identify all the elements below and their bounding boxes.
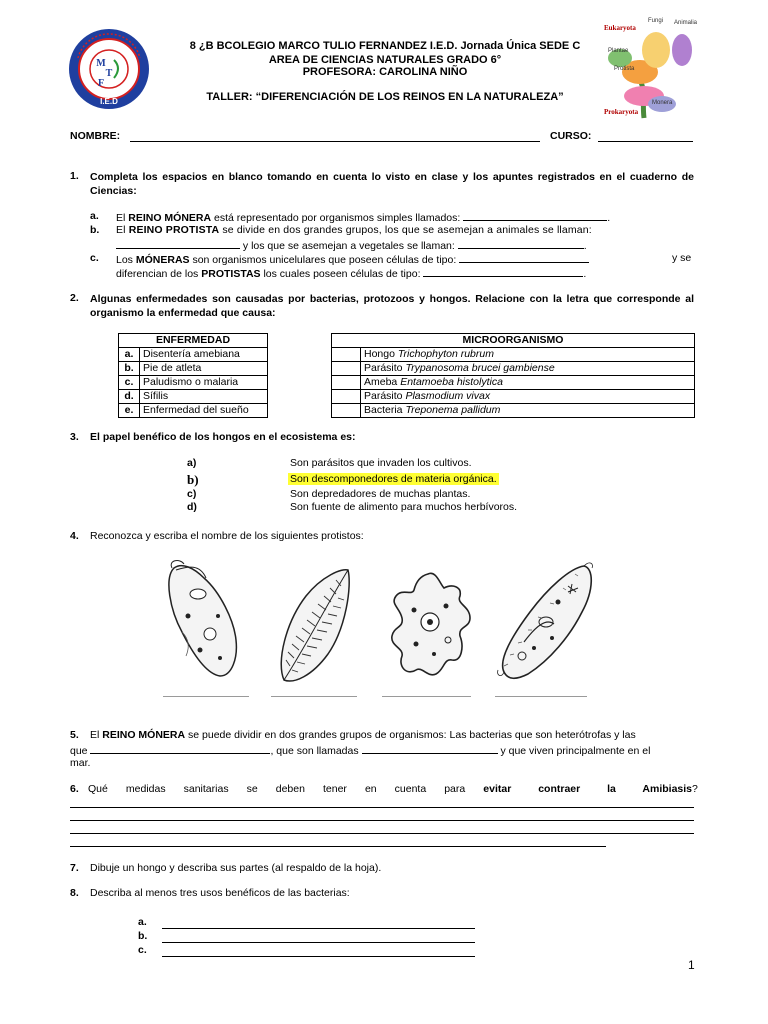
- disease-table: [118, 333, 268, 418]
- q8c-label: c.: [138, 944, 147, 956]
- disease-letter: b.: [119, 362, 140, 376]
- q3-option-a-label: a): [187, 457, 197, 469]
- logo-letter-t: T: [105, 68, 113, 79]
- match-answer-cell[interactable]: [332, 348, 361, 362]
- tree-label-fungi: Fungi: [648, 18, 664, 24]
- table-row: [119, 362, 268, 376]
- microorganism-name: Parásito Plasmodium vivax: [361, 390, 695, 404]
- tree-label-eukaryota: Eukaryota: [604, 24, 636, 32]
- disease-name: Disentería amebiana: [140, 348, 268, 362]
- header-teacher-line: PROFESORA: CAROLINA NIÑO: [302, 66, 468, 78]
- protist-2-answer-field[interactable]: [271, 696, 357, 697]
- q3-option-d-label: d): [187, 501, 197, 513]
- q8c-answer-field[interactable]: [162, 956, 475, 957]
- worksheet-title: TALLER: “DIFERENCIACIÓN DE LOS REINOS EN LA NATURALEZA”: [206, 91, 564, 103]
- table-row: [332, 348, 695, 362]
- q6-answer-line-4[interactable]: [70, 846, 606, 847]
- tree-label-prokaryota: Prokaryota: [604, 108, 639, 116]
- q3-option-d[interactable]: Son fuente de alimento para muchos herbívoros.: [290, 501, 518, 513]
- tree-label-plantae: Plantae: [608, 48, 629, 54]
- logo-bottom-text: I.E.D: [100, 97, 118, 106]
- q1c-monera-field[interactable]: [459, 252, 589, 263]
- q1b-line2: y los que se asemejan a vegetales se llaman: .: [116, 238, 587, 252]
- disease-letter: d.: [119, 390, 140, 404]
- logo-letter-f: F: [97, 78, 105, 89]
- q1c-text: Los MÓNERAS son organismos unicelulares que poseen células de tipo:: [116, 252, 589, 266]
- q6-prompt: Qué medidas sanitarias se deben tener en cuenta para evitar contraer la Amibiasis?: [88, 783, 698, 795]
- match-answer-cell[interactable]: [332, 404, 361, 418]
- table-row: [332, 376, 695, 390]
- q3-option-a[interactable]: Son parásitos que invaden los cultivos.: [290, 457, 472, 469]
- tree-label-protista: Protista: [614, 66, 635, 72]
- q3-option-c[interactable]: Son depredadores de muchas plantas.: [290, 488, 471, 500]
- q3-option-b-label: b): [187, 472, 199, 487]
- q4-number: 4.: [70, 530, 79, 542]
- q1b-text: El REINO PROTISTA se divide en dos grandes grupos, los que se asemejan a animales se llaman:: [116, 224, 592, 236]
- q1a-text: El REINO MÓNERA está representado por organismos simples llamados: .: [116, 212, 611, 224]
- match-answer-cell[interactable]: [332, 376, 361, 390]
- q2-number: 2.: [70, 292, 79, 304]
- school-logo: [68, 28, 150, 110]
- q2-prompt: Algunas enfermedades son causadas por bacterias, protozoos y hongos. Relacione con la letra que corresponde al organismo la enfermedad que causa:: [90, 293, 694, 319]
- q1b-animals-field[interactable]: [116, 238, 240, 249]
- q1c-protista-field[interactable]: [423, 266, 583, 277]
- q3-option-b-highlighted[interactable]: Son descomponedores de materia orgánica.: [290, 473, 497, 485]
- course-label: CURSO:: [550, 130, 592, 142]
- q7-prompt: Dibuje un hongo y describa sus partes (al respaldo de la hoja).: [90, 862, 382, 874]
- table-row: [119, 348, 268, 362]
- logo-letter-m: M: [96, 58, 106, 69]
- q5-line2: que , que son llamadas y que viven principalmente en el: [70, 745, 651, 757]
- match-answer-cell[interactable]: [332, 390, 361, 404]
- q1c-line2: diferencian de los PROTISTAS los cuales poseen células de tipo: .: [116, 268, 587, 280]
- table-row: [119, 404, 268, 418]
- q4-prompt: Reconozca y escriba el nombre de los siguientes protistos:: [90, 530, 364, 542]
- tree-label-animalia: Animalia: [674, 20, 698, 26]
- euglena-illustration: [158, 558, 256, 686]
- protist-4-answer-field[interactable]: [495, 696, 587, 697]
- q5-line1: El REINO MÓNERA se puede dividir en dos grandes grupos de organismos: Las bacterias que son heterótrofas y las: [90, 729, 636, 741]
- course-field[interactable]: [598, 130, 693, 142]
- microorganism-table: [331, 333, 695, 418]
- table-row: [332, 362, 695, 376]
- q1b-label: b.: [90, 224, 100, 236]
- tree-of-life-illustration: [600, 14, 702, 120]
- table-row: [119, 390, 268, 404]
- q8-prompt: Describa al menos tres usos benéficos de las bacterias:: [90, 887, 350, 899]
- disease-table-header: ENFERMEDAD: [119, 334, 268, 348]
- q1b-plants-field[interactable]: [458, 238, 584, 249]
- disease-name: Enfermedad del sueño: [140, 404, 268, 418]
- header-area-line: AREA DE CIENCIAS NATURALES GRADO 6°: [268, 54, 502, 66]
- table-row: [332, 404, 695, 418]
- header-school-line: 8 ¿B BCOLEGIO MARCO TULIO FERNANDEZ I.E.D. Jornada Única SEDE C: [189, 40, 581, 52]
- name-label: NOMBRE:: [70, 130, 121, 142]
- q5-number: 5.: [70, 729, 79, 741]
- name-field[interactable]: [130, 130, 540, 142]
- q3-prompt: El papel benéfico de los hongos en el ecosistema es:: [90, 431, 356, 443]
- q8a-label: a.: [138, 916, 147, 928]
- microorganism-table-header: MICROORGANISMO: [332, 334, 695, 348]
- match-answer-cell[interactable]: [332, 362, 361, 376]
- diatom-illustration: [266, 566, 364, 686]
- q6-number: 6.: [70, 783, 79, 795]
- paramecium-illustration: [494, 556, 598, 686]
- q5-heterotroph-field[interactable]: [90, 743, 270, 754]
- microorganism-name: Bacteria Treponema pallidum: [361, 404, 695, 418]
- q7-number: 7.: [70, 862, 79, 874]
- disease-name: Pie de atleta: [140, 362, 268, 376]
- q5-called-field[interactable]: [362, 743, 498, 754]
- q8a-answer-field[interactable]: [162, 928, 475, 929]
- disease-letter: e.: [119, 404, 140, 418]
- q8b-answer-field[interactable]: [162, 942, 475, 943]
- q5-line3: mar.: [70, 757, 91, 769]
- disease-name: Sífilis: [140, 390, 268, 404]
- page-number: 1: [688, 958, 695, 972]
- disease-letter: c.: [119, 376, 140, 390]
- q1a-answer-field[interactable]: [463, 210, 607, 221]
- q3-option-c-label: c): [187, 488, 197, 500]
- tree-label-monera: Monera: [652, 100, 673, 106]
- microorganism-name: Hongo Trichophyton rubrum: [361, 348, 695, 362]
- q8-number: 8.: [70, 887, 79, 899]
- protist-1-answer-field[interactable]: [163, 696, 249, 697]
- microorganism-name: Ameba Entamoeba histolytica: [361, 376, 695, 390]
- q6-answer-line-1[interactable]: [70, 807, 694, 808]
- q1-prompt: Completa los espacios en blanco tomando en cuenta lo visto en clase y los apuntes registrados en el cuaderno de Ciencias:: [90, 171, 694, 197]
- q6-answer-line-3[interactable]: [70, 833, 694, 834]
- q3-number: 3.: [70, 431, 79, 443]
- q6-answer-line-2[interactable]: [70, 820, 694, 821]
- disease-letter: a.: [119, 348, 140, 362]
- amoeba-illustration: [382, 566, 480, 684]
- q8b-label: b.: [138, 930, 148, 942]
- q1c-label: c.: [90, 252, 99, 264]
- disease-name: Paludismo o malaria: [140, 376, 268, 390]
- table-row: [119, 376, 268, 390]
- microorganism-name: Parásito Trypanosoma brucei gambiense: [361, 362, 695, 376]
- q1-number: 1.: [70, 170, 79, 182]
- q1c-y-se: y se: [672, 252, 692, 264]
- q1a-label: a.: [90, 210, 99, 222]
- protist-3-answer-field[interactable]: [382, 696, 471, 697]
- table-row: [332, 390, 695, 404]
